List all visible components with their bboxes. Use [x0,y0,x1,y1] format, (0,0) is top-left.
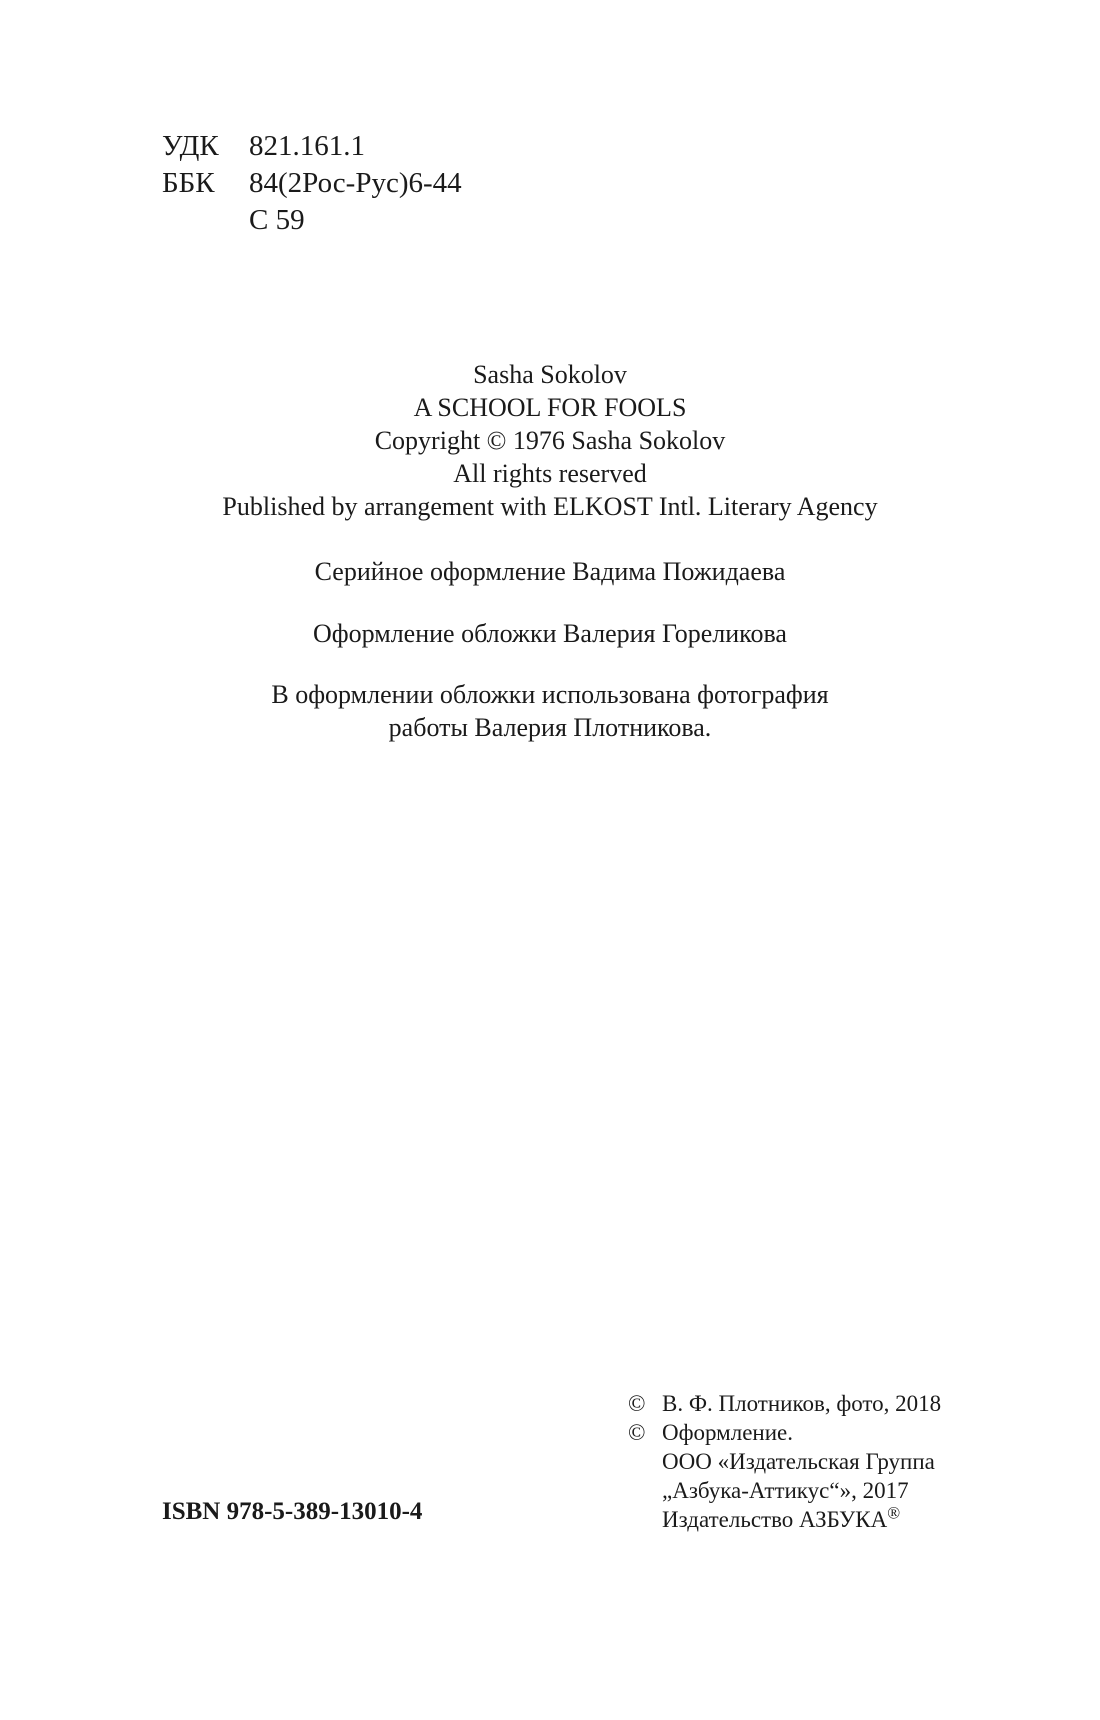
publisher-group-year: „Азбука-Аттикус“», 2017 [662,1478,909,1503]
bbk-label: ББК [162,167,215,199]
copyright-design-text: Оформление. [662,1420,793,1445]
copyright-row-photo [628,1389,941,1418]
cover-design-credit [0,617,1100,650]
classification-block [162,128,462,239]
series-design-credit [0,555,1100,588]
publisher-imprint [662,1505,900,1534]
copyright-photo-text: В. Ф. Плотников, фото, 2018 [662,1391,942,1416]
author-mark: С 59 [249,204,305,236]
series-design-text: Серийное оформление Вадима Пожидаева [314,557,786,586]
copyright-block [628,1389,941,1534]
bbk-value: 84(2Рос-Рус)6-44 [249,167,462,199]
author-mark-row [162,202,462,239]
registered-trademark-mark: ® [887,1503,901,1523]
cover-photo-line-1: В оформлении обложки использована фотография [271,680,829,709]
bbk-row [162,165,462,202]
publisher-group-name: ООО «Издательская Группа [662,1449,935,1474]
copyright-row-design [628,1418,941,1447]
cover-design-text: Оформление обложки Валерия Гореликова [313,619,787,648]
copyright-symbol: © [628,1420,646,1445]
original-copyright: Copyright © 1976 Sasha Sokolov [374,426,726,455]
copyright-row-publisher-group [628,1447,941,1476]
isbn: ISBN 978-5-389-13010-4 [162,1498,423,1525]
original-author: Sasha Sokolov [473,360,627,389]
copyright-row-imprint [628,1505,941,1534]
original-title: A SCHOOL FOR FOOLS [413,393,687,422]
publishing-arrangement: Published by arrangement with ELKOST Intl. Literary Agency [222,492,878,521]
udk-label: УДК [162,130,219,162]
cover-photo-credit [0,678,1100,744]
cover-photo-line-2: работы Валерия Плотникова. [388,713,712,742]
copyright-row-publisher-year [628,1476,941,1505]
rights-block [0,358,1100,523]
udk-row [162,128,462,165]
copyright-symbol: © [628,1391,646,1416]
rights-reserved: All rights reserved [453,459,647,488]
publisher-imprint-name: Издательство АЗБУКА [662,1507,888,1532]
udk-value: 821.161.1 [249,130,365,162]
